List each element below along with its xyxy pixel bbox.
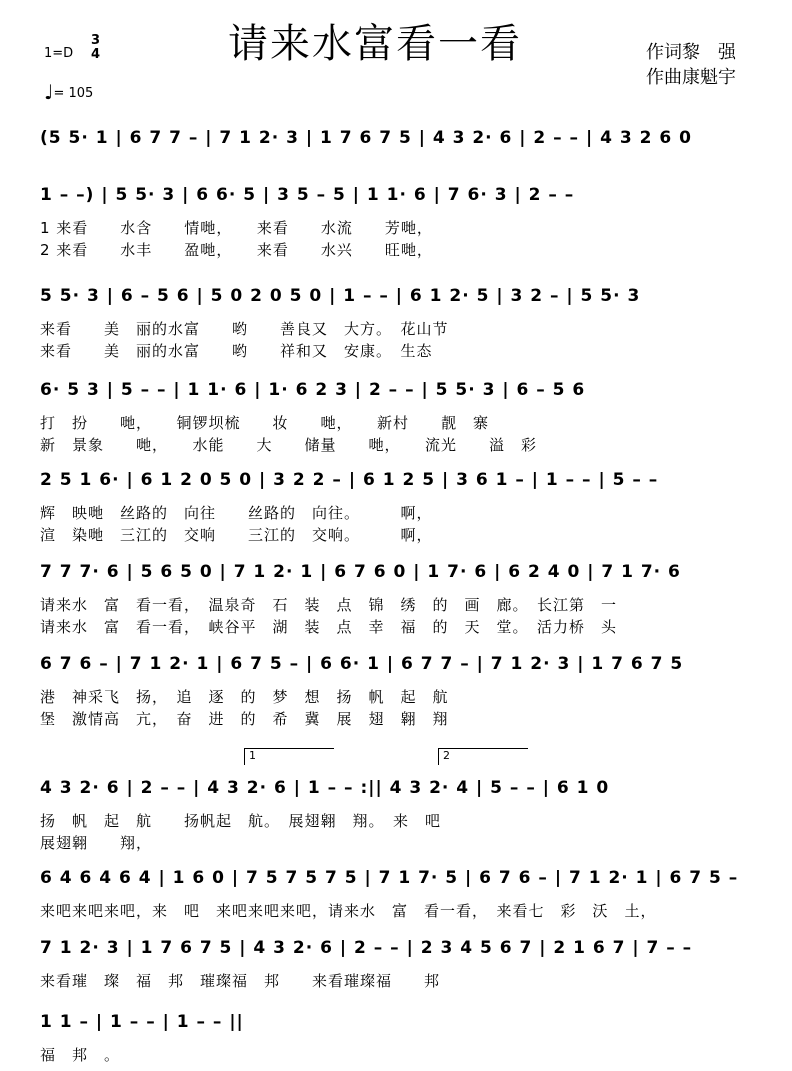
lyric-verse-1: 港 神采飞 扬， 追 逐 的 梦 想 扬 帆 起 航 [40,688,449,706]
lyric-verse-1: 辉 映哋 丝路的 向往 丝路的 向往。 啊， [40,504,433,522]
notation-row: 1 1 – | 1 – – | 1 – – || [40,1012,244,1032]
notation-row: 7 7 7· 6 | 5 6 5 0 | 7 1 2· 1 | 6 7 6 0 | 1 7· 6 | 6 2 4 0 | 7 1 7· 6 [40,562,681,582]
tempo-value: = 105 [53,86,94,101]
lyric-verse-2: 展翅翱 翔， [40,834,153,852]
notation-row: (5 5· 1 | 6 7 7 – | 7 1 2· 3 | 1 7 6 7 5 | 4 3 2· 6 | 2 – – | 4 3 2 6 0 [40,128,692,148]
lyric-verse-1: 1 来看 水含 情哋， 来看 水流 芳哋， [40,219,433,237]
notation-row: 6 7 6 – | 7 1 2· 1 | 6 7 5 – | 6 6· 1 | 6 7 7 – | 7 1 2· 3 | 1 7 6 7 5 [40,654,684,674]
lyric-verse-1: 扬 帆 起 航 扬帆起 航。 展翅翱 翔。 来 吧 [40,812,442,830]
lyric-verse-2: 堡 激情高 亢， 奋 进 的 希 冀 展 翅 翱 翔 [40,710,449,728]
lyricist: 作词黎 强 [646,42,736,63]
lyric-verse-1: 打 扮 哋， 铜锣坝梳 妆 哋， 新村 靓 寨 [40,414,490,432]
meter-top: 3 [91,33,101,48]
lyric-verse-2: 请来水 富 看一看， 峡谷平 湖 装 点 幸 福 的 天 堂。 活力桥 头 [40,618,618,636]
lyric-verse-1: 请来水 富 看一看， 温泉奇 石 装 点 锦 绣 的 画 廊。 长江第 一 [40,596,618,614]
lyric-verse-2: 来看 美 丽的水富 哟 祥和又 安康。 生态 [40,342,433,360]
notation-row: 6 4 6 4 6 4 | 1 6 0 | 7 5 7 5 7 5 | 7 1 7· 5 | 6 7 6 – | 7 1 2· 1 | 6 7 5 – [40,868,739,888]
volta-first-ending: 1 [244,748,334,765]
tempo-marking [44,80,93,104]
quarter-note-icon: ♩ [44,80,54,104]
notation-row: 2 5 1 6· | 6 1 2 0 5 0 | 3 2 2 – | 6 1 2 5 | 3 6 1 – | 1 – – | 5 – – [40,470,659,490]
lyric-verse-1: 来看璀 璨 福 邦 璀璨福 邦 来看璀璨福 邦 [40,972,441,990]
notation-row: 6· 5 3 | 5 – – | 1 1· 6 | 1· 6 2 3 | 2 – – | 5 5· 3 | 6 – 5 6 [40,380,586,400]
lyric-verse-1: 来看 美 丽的水富 哟 善良又 大方。 花山节 [40,320,449,338]
lyric-verse-1: 来吧来吧来吧，来 吧 来吧来吧来吧，请来水 富 看一看， 来看七 彩 沃 土， [40,902,657,920]
lyric-verse-2: 渲 染哋 三江的 交响 三江的 交响。 啊， [40,526,433,544]
notation-row: 1 – –) | 5 5· 3 | 6 6· 5 | 3 5 – 5 | 1 1· 6 | 7 6· 3 | 2 – – [40,185,575,205]
notation-row: 7 1 2· 3 | 1 7 6 7 5 | 4 3 2· 6 | 2 – – | 2 3 4 5 6 7 | 2 1 6 7 | 7 – – [40,938,693,958]
song-credits [646,40,736,90]
notation-row: 4 3 2· 6 | 2 – – | 4 3 2· 6 | 1 – – :|| 4 3 2· 4 | 5 – – | 6 1 0 [40,778,610,798]
meter-bottom: 4 [91,47,101,62]
key-signature: 1=D [44,46,74,61]
lyric-verse-2: 新 景象 哋， 水能 大 储量 哋， 流光 溢 彩 [40,436,538,454]
lyric-verse-2: 2 来看 水丰 盈哋， 来看 水兴 旺哋， [40,241,433,259]
time-signature [91,34,100,62]
notation-row: 5 5· 3 | 6 – 5 6 | 5 0 2 0 5 0 | 1 – – | 6 1 2· 5 | 3 2 – | 5 5· 3 [40,286,641,306]
lyric-verse-1: 福 邦 。 [40,1046,121,1064]
composer: 作曲康魁宇 [646,67,736,88]
song-title: 请来水富看一看 [228,21,522,67]
volta-second-ending: 2 [438,748,528,765]
